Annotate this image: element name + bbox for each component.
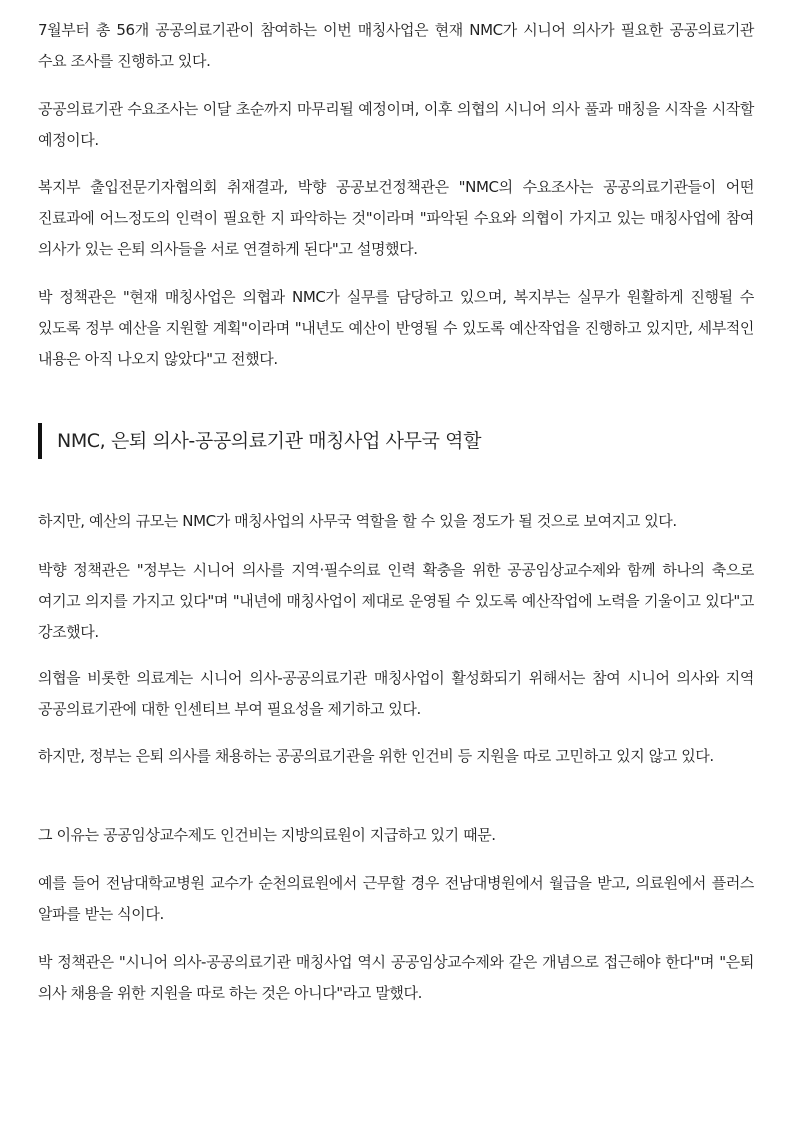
paragraph-incentive-request: 의협을 비롯한 의료계는 시니어 의사-공공의료기관 매칭사업이 활성화되기 위해서는 참여 시니어 의사와 지역 공공의료기관에 대한 인센티브 부여 필요성을 제기하고 있다. (38, 669, 754, 718)
section-subheading: NMC, 은퇴 의사-공공의료기관 매칭사업 사무국 역할 (38, 423, 754, 459)
paragraph-matching-overview: 7월부터 총 56개 공공의료기관이 참여하는 이번 매칭사업은 현재 NMC가 시니어 의사가 필요한 공공의료기관 수요 조사를 진행하고 있다. (38, 21, 754, 70)
paragraph-government-commitment: 박향 정책관은 "정부는 시니어 의사를 지역·필수의료 인력 확충을 위한 공공임상교수제와 함께 하나의 축으로 여기고 의지를 가지고 있다"며 "내년에 매칭사업이 제대로 운영될 수 있도록 예산작업에 노력을 기울이고 있다"고 강조했다. (38, 561, 754, 641)
paragraph-budget-scale: 하지만, 예산의 규모는 NMC가 매칭사업의 사무국 역할을 할 수 있을 정도가 될 것으로 보여지고 있다. (38, 512, 677, 530)
paragraph-budget-plan: 박 정책관은 "현재 매칭사업은 의협과 NMC가 실무를 담당하고 있으며, 복지부는 실무가 원활하게 진행될 수 있도록 정부 예산을 지원할 계획"이라며 "내년도 예산이 반영될 수 있도록 예산작업을 진행하고 있지만, 세부적인 내용은 아직 나오지 않았다"고 전했다. (38, 288, 754, 368)
paragraph-closing-quote: 박 정책관은 "시니어 의사-공공의료기관 매칭사업 역시 공공임상교수제와 같은 개념으로 접근해야 한다"며 "은퇴 의사 채용을 위한 지원을 따로 하는 것은 아니다"라고 말했다. (38, 953, 754, 1002)
paragraph-no-labor-support: 하지만, 정부는 은퇴 의사를 채용하는 공공의료기관을 위한 인건비 등 지원을 따로 고민하고 있지 않고 있다. (38, 747, 714, 765)
paragraph-policy-officer-explanation: 복지부 출입전문기자협의회 취재결과, 박향 공공보건정책관은 "NMC의 수요조사는 공공의료기관들이 어떤 진료과에 어느정도의 인력이 필요한 지 파악하는 것"이라며 "파악된 수요와 의협이 가지고 있는 매칭사업에 참여 의사가 있는 은퇴 의사들을 서로 연결하게 된다"고 설명했다. (38, 178, 754, 258)
paragraph-example: 예를 들어 전남대학교병원 교수가 순천의료원에서 근무할 경우 전남대병원에서 월급을 받고, 의료원에서 플러스 알파를 받는 식이다. (38, 874, 754, 923)
paragraph-reason: 그 이유는 공공임상교수제도 인건비는 지방의료원이 지급하고 있기 때문. (38, 826, 496, 844)
paragraph-demand-survey: 공공의료기관 수요조사는 이달 초순까지 마무리될 예정이며, 이후 의협의 시니어 의사 풀과 매칭을 시작을 시작할 예정이다. (38, 100, 754, 149)
